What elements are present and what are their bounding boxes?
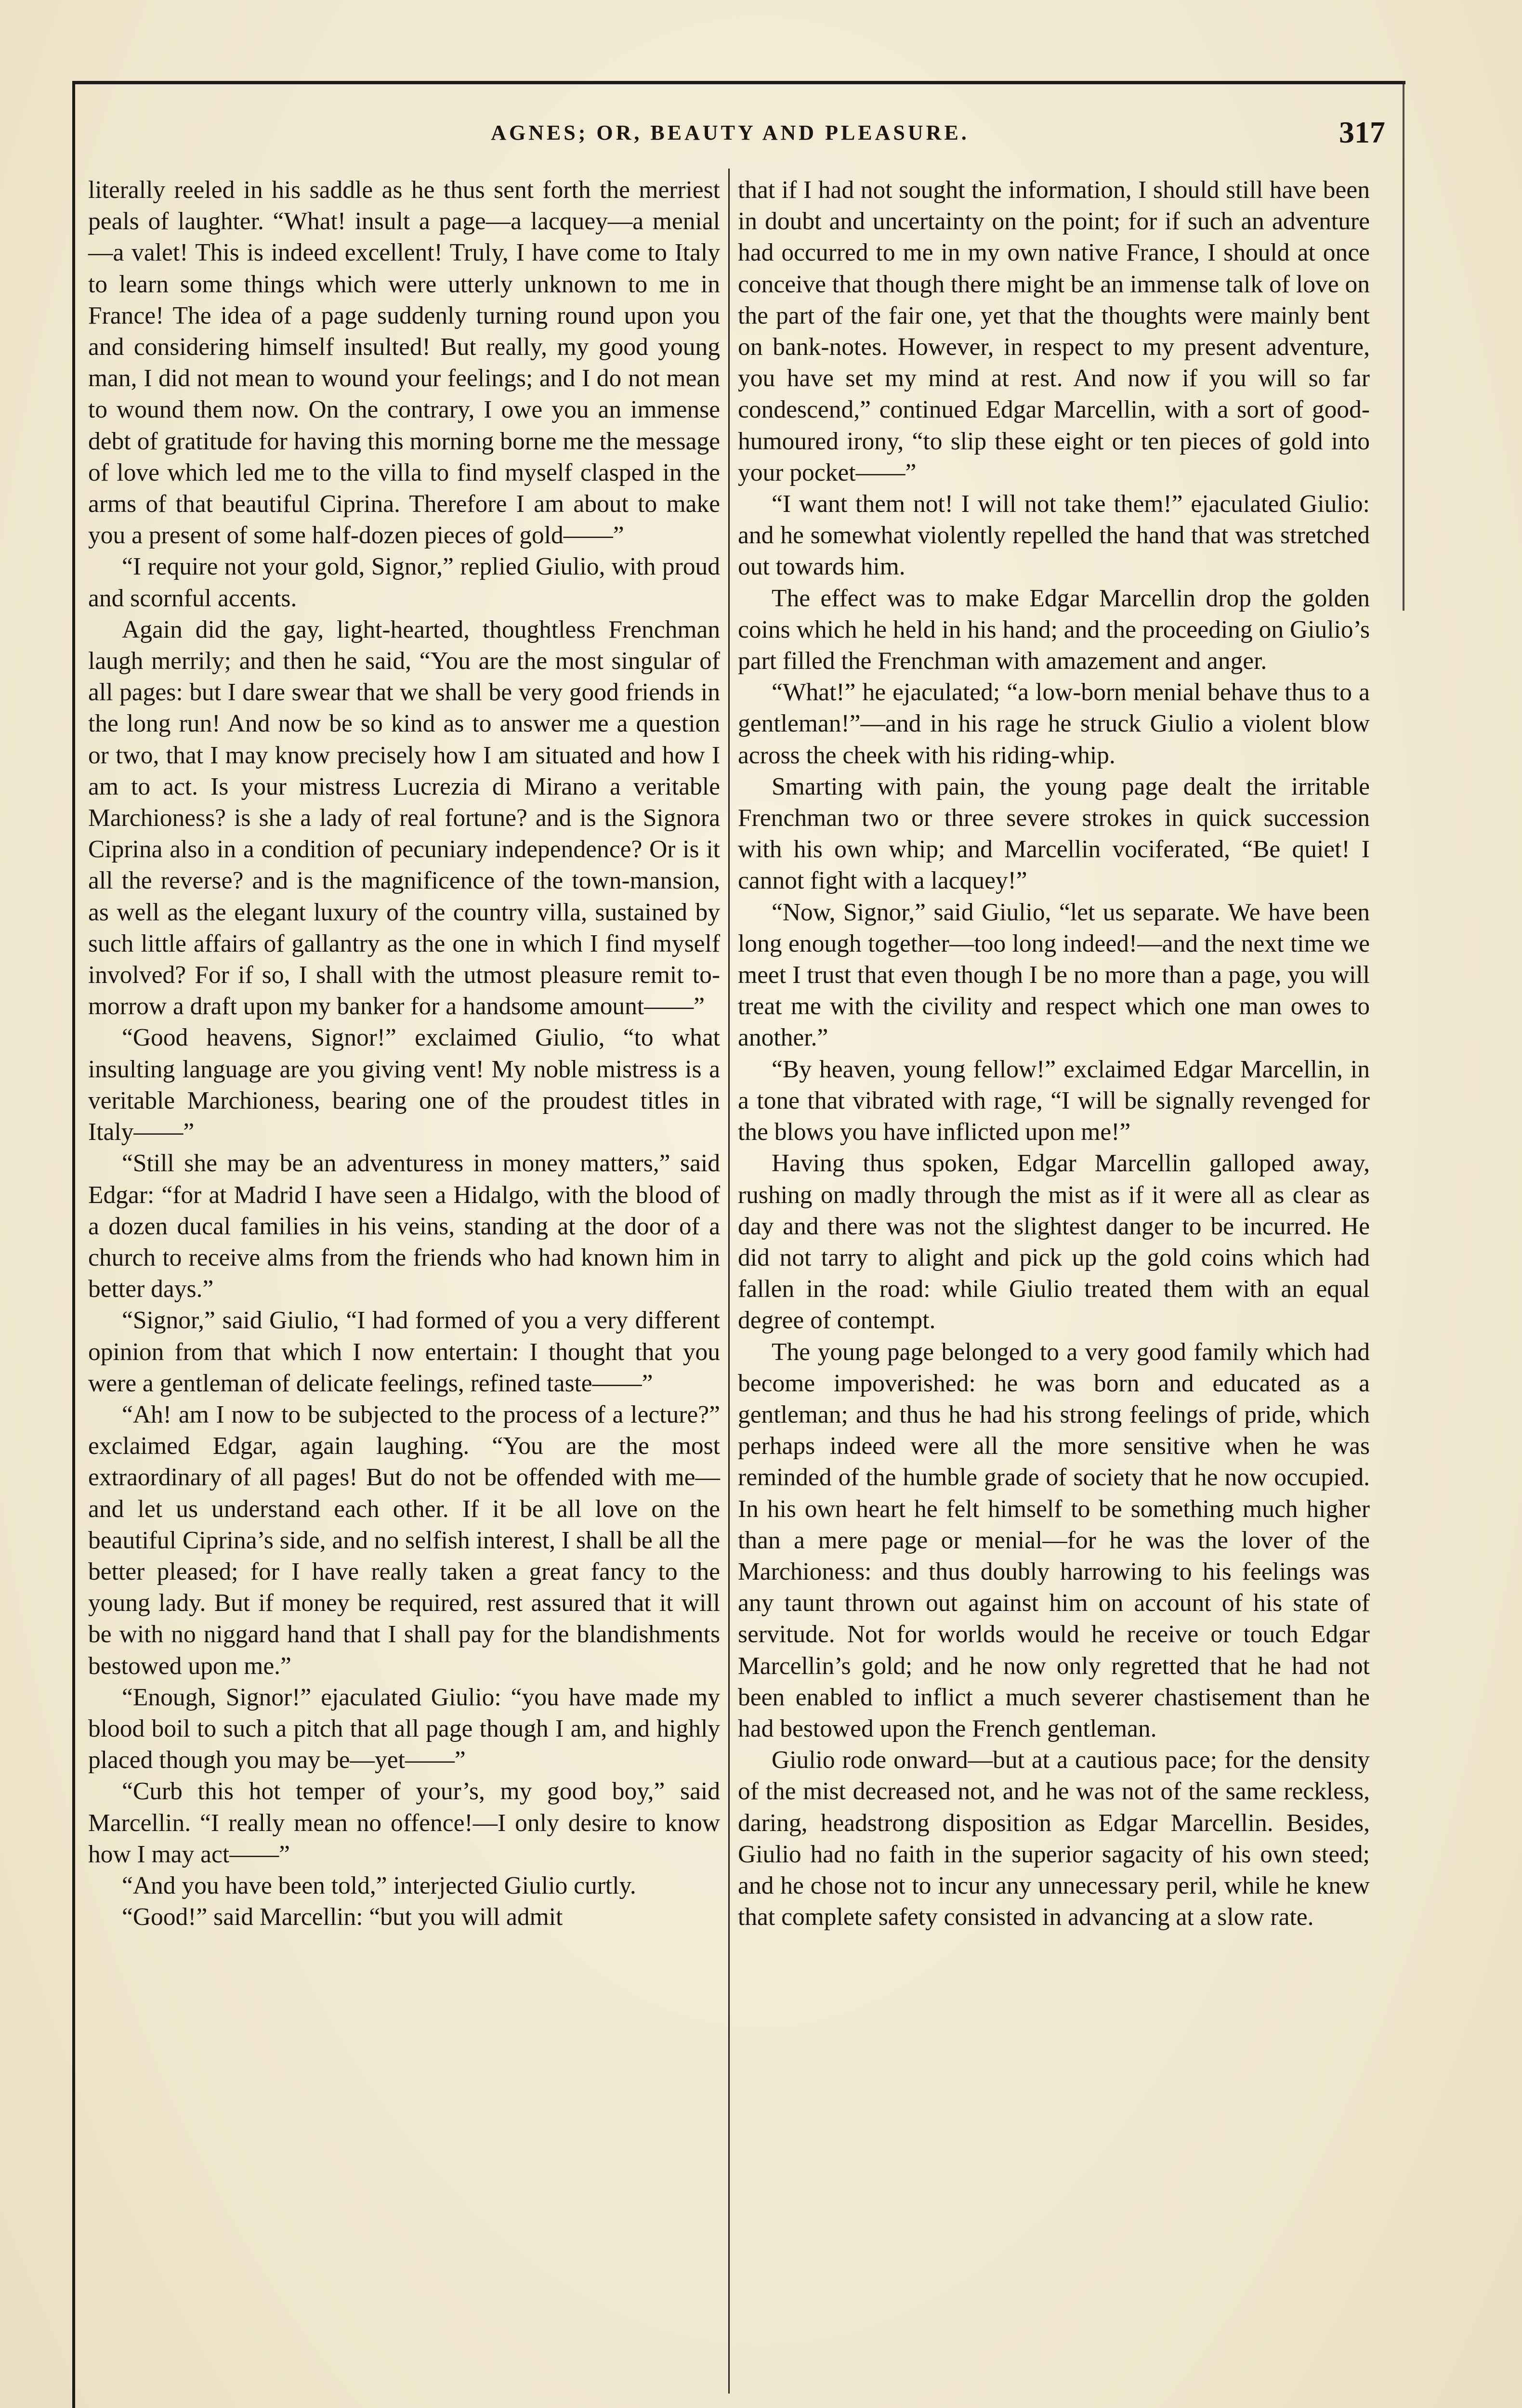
paragraph: “And you have been told,” interjected Giulio curtly. (122, 1871, 636, 1899)
paragraph: “Still she may be an adventuress in money matters,” said Edgar: “for at Madrid I have seen a Hidalgo, with the blood of a dozen ducal families in his veins, standing at the door of a church to receive alms from the friends who had known him in better days.” (88, 1150, 720, 1303)
page-border-right (1403, 81, 1404, 611)
paragraph: “Now, Signor,” said Giulio, “let us separate. We have been long enough together—too long indeed!—and the next time we meet I trust that even though I be no more than a page, you will treat me with the civility and respect which one man owes to another.” (738, 898, 1370, 1052)
paragraph: “By heaven, young fellow!” exclaimed Edgar Marcellin, in a tone that vibrated with rage, “I will be signally revenged for the blows you have inflicted upon me!” (738, 1055, 1370, 1146)
paragraph: “I require not your gold, Signor,” replied Giulio, with proud and scornful accents. (88, 553, 720, 612)
paragraph: “Ah! am I now to be subjected to the process of a lecture?” exclaimed Edgar, again laughing. “You are the most extraordinary of all pages! But do not be offended with me—and let us understand each other. If it be all love on the beautiful Ciprina’s side, and no selfish interest, I shall be all the better pleased; for I have really taken a great fancy to the young lady. But if money be required, rest assured that it will be with no niggard hand that I shall pay for the blandishments bestowed upon me.” (88, 1400, 720, 1680)
page-header (75, 115, 1385, 164)
paragraph: “Good heavens, Signor!” exclaimed Giulio, “to what insulting language are you giving vent! My noble mistress is a veritable Marchioness, bearing one of the proudest titles in Italy——” (88, 1024, 720, 1146)
running-title: AGNES; OR, BEAUTY AND PLEASURE. (491, 121, 970, 144)
page-border-top (72, 81, 1405, 84)
paragraph: Again did the gay, light-hearted, thoughtless Frenchman laugh merrily; and then he said, “You are the most singular of all pages: but I dare swear that we shall be very good friends in the long run! And now be so kind as to answer me a question or two, that I may know precisely how I am situated and how I am to act. Is your mistress Lucrezia di Mirano a veritable Marchioness? is she a lady of real fortune? and is the Signora Ciprina also in a condition of pecuniary independence? Or is it all the reverse? and is the magnificence of the town-mansion, as well as the elegant luxury of the country villa, sustained by such little affairs of gallantry as the one in which I find myself involved? For if so, I shall with the utmost pleasure remit to-morrow a draft upon my banker for a handsome amount——” (88, 615, 720, 1021)
paragraph: “I want them not! I will not take them!” ejaculated Giulio: and he somewhat violently repelled the hand that was stretched out towards him. (738, 490, 1370, 581)
page-border-left (72, 81, 75, 2408)
paragraph: that if I had not sought the information, I should still have been in doubt and uncertainty on the point; for if such an adventure had occurred to me in my own native France, I should at once conceive that though there might be an immense talk of love on the part of the fair one, yet that the thoughts were mainly bent on bank-notes. However, in respect to my present adventure, you have set my mind at rest. And now if you will so far condescend,” continued Edgar Marcellin, with a sort of good-humoured irony, “to slip these eight or ten pieces of gold into your pocket——” (738, 176, 1370, 486)
paragraph: “Curb this hot temper of your’s, my good boy,” said Marcellin. “I really mean no offence!—I only desire to know how I may act——” (88, 1778, 720, 1868)
page-number: 317 (1339, 115, 1385, 149)
paragraph: Having thus spoken, Edgar Marcellin galloped away, rushing on madly through the mist as if it were all as clear as day and there was not the slightest danger to be incurred. He did not tarry to alight and pick up the gold coins which had fallen in the road: while Giulio treated them with an equal degree of contempt. (738, 1150, 1370, 1335)
paragraph: “What!” he ejaculated; “a low-born menial behave thus to a gentleman!”—and in his rage he struck Giulio a violent blow across the cheek with his riding-whip. (738, 679, 1370, 769)
paragraph: “Signor,” said Giulio, “I had formed of you a very different opinion from that which I now entertain: I thought that you were a gentleman of delicate feelings, refined taste——” (88, 1307, 720, 1397)
column-divider (728, 169, 730, 2394)
paragraph: “Enough, Signor!” ejaculated Giulio: “you have made my blood boil to such a pitch that all page though I am, and highly placed though you may be—yet——” (88, 1683, 720, 1774)
paragraph: The young page belonged to a very good family which had become impoverished: he was born and educated as a gentleman; and thus he had his strong feelings of pride, which perhaps indeed were all the more sensitive when he was reminded of the humble grade of society that he now occupied. In his own heart he felt himself to be something much higher than a mere page or menial—for he was the lover of the Marchioness: and thus doubly harrowing to his feelings was any taunt thrown out against him on account of his state of servitude. Not for worlds would he receive or touch Edgar Marcellin’s gold; and he now only regretted that he had not been enabled to inflict a much severer chastisement than he had bestowed upon the French gentleman. (738, 1338, 1370, 1742)
paragraph: Smarting with pain, the young page dealt the irritable Frenchman two or three severe strokes in quick succession with his own whip; and Marcellin vociferated, “Be quiet! I cannot fight with a lacquey!” (738, 772, 1370, 895)
paragraph: The effect was to make Edgar Marcellin drop the golden coins which he held in his hand; and the proceeding on Giulio’s part filled the Frenchman with amazement and anger. (738, 584, 1370, 675)
paragraph: “Good!” said Marcellin: “but you will admit (122, 1903, 563, 1931)
paragraph: Giulio rode onward—but at a cautious pace; for the density of the mist decreased not, and he was not of the same reckless, daring, headstrong disposition as Edgar Marcellin. Besides, Giulio had no faith in the superior sagacity of his own steed; and he chose not to incur any unnecessary peril, while he knew that complete safety consisted in advancing at a slow rate. (738, 1746, 1370, 1931)
paragraph: literally reeled in his saddle as he thus sent forth the merriest peals of laughter. “What! insult a page—a lacquey—a menial—a valet! This is indeed excellent! Truly, I have come to Italy to learn some things which were utterly unknown to me in France! The idea of a page suddenly turning round upon you and considering himself insulted! But really, my good young man, I did not mean to wound your feelings; and I do not mean to wound them now. On the contrary, I owe you an immense debt of gratitude for having this morning borne me the message of love which led me to the villa to find myself clasped in the arms of that beautiful Ciprina. Therefore I am about to make you a present of some half-dozen pieces of gold——” (88, 176, 720, 550)
left-column (88, 174, 720, 2390)
right-column (738, 174, 1370, 2390)
